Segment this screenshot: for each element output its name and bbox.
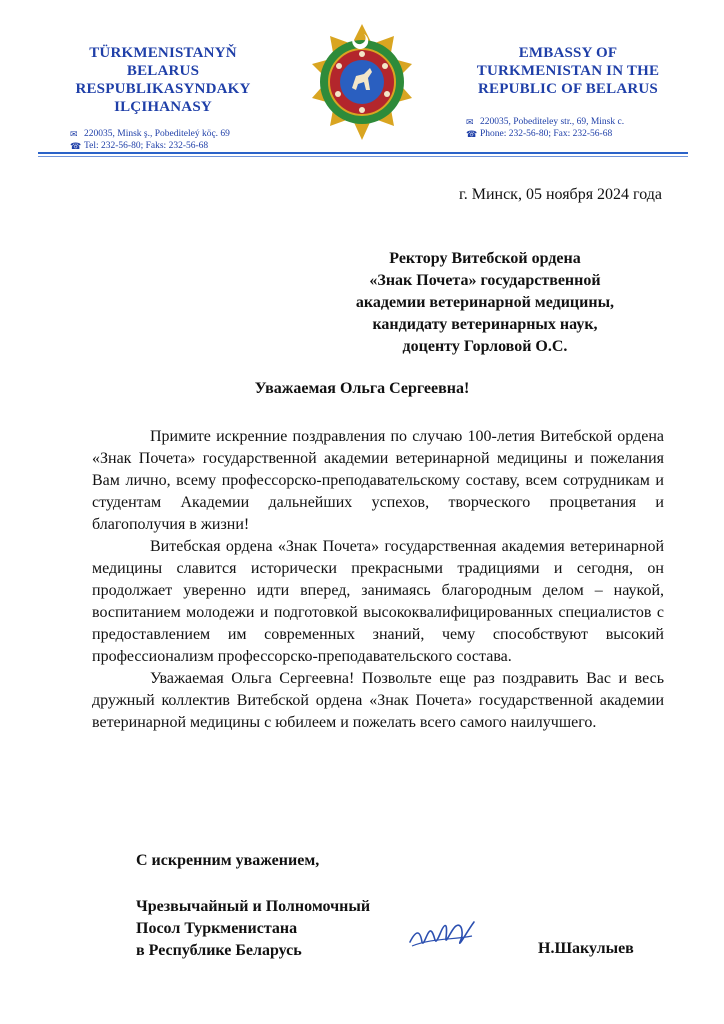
addressee-block: [300, 248, 670, 358]
address-text: 220035, Minsk ş., Pobediteleý köç. 69: [84, 129, 230, 139]
body-paragraph: Витебская ордена «Знак Почета» государственная академия ветеринарной медицины славится исторически прекрасными традициями и сегодня, он продолжает уверенно идти вперед, занимаясь благородным делом – наукой, воспитанием молодежи и подготовкой высококвалифицированных специалистов с предоставлением им современных знаний, чему способствуют высокий профессионализм профессорско-преподавательского состава.: [92, 538, 664, 665]
body-paragraph: Уважаемая Ольга Сергеевна! Позвольте еще раз поздравить Вас и весь дружный коллектив Витебской ордена «Знак Почета» государственной академии ветеринарной медицины с юбилеем и пожелать всего самого наилучшего.: [92, 670, 664, 731]
header-divider: [38, 152, 688, 154]
org-name-turkmen: [38, 44, 288, 116]
phone-line: [466, 128, 698, 140]
body-paragraph: Примите искренние поздравления по случаю 100-летия Витебской ордена «Знак Почета» государственной академии ветеринарной медицины и пожелания Вам лично, всему профессорско-преподавательскому составу, всем сотрудникам и студентам Академии дальнейших успехов, творческого процветания и благополучия в жизни!: [92, 428, 664, 533]
signer-name: Н.Шакулыев: [538, 940, 634, 957]
letter-greeting: Уважаемая Ольга Сергеевна!: [254, 380, 470, 397]
header-left-block: [38, 44, 288, 152]
org-name-line: TURKMENISTAN IN THE: [476, 63, 660, 79]
signer-title-line: Посол Туркменистана: [136, 920, 298, 937]
letter-date: г. Минск, 05 ноября 2024 года: [458, 186, 662, 203]
phone-line: [70, 140, 288, 152]
phone-icon: ☎: [70, 141, 82, 151]
addressee-line: доценту Горловой О.С.: [402, 338, 568, 355]
contacts-turkmen: [38, 128, 288, 152]
envelope-icon: ✉: [70, 129, 78, 139]
org-name-line: EMBASSY OF: [518, 45, 618, 61]
addressee-line: «Знак Почета» государственной: [369, 272, 601, 289]
letter-body: [92, 426, 664, 734]
address-text: 220035, Pobediteley str., 69, Minsk c.: [480, 117, 625, 127]
header-right-block: [438, 44, 698, 140]
letter-closing: С искренним уважением,: [136, 852, 320, 869]
addressee-line: академии ветеринарной медицины,: [355, 294, 615, 311]
addressee-line: кандидату ветеринарных наук,: [372, 316, 598, 333]
phone-icon: ☎: [466, 129, 478, 139]
org-name-english: [438, 44, 698, 98]
address-line: [70, 128, 288, 140]
signer-title-line: Чрезвычайный и Полномочный: [136, 898, 371, 915]
signer-title: [136, 896, 370, 962]
org-name-line: ILÇIHANASY: [114, 99, 212, 115]
handwritten-signature-icon: [402, 908, 482, 958]
org-name-line: REPUBLIC OF BELARUS: [478, 81, 658, 97]
address-line: [466, 116, 698, 128]
org-name-line: BELARUS RESPUBLIKASYNDAKY: [75, 63, 251, 97]
contacts-english: [438, 116, 698, 140]
envelope-icon: ✉: [466, 117, 474, 127]
signer-title-line: в Республике Беларусь: [136, 942, 302, 959]
org-name-line: TÜRKMENISTANYŇ: [89, 45, 237, 61]
turkmenistan-emblem-icon: [302, 22, 422, 142]
addressee-line: Ректору Витебской ордена: [389, 250, 581, 267]
phone-text: Phone: 232-56-80; Fax: 232-56-68: [480, 129, 613, 139]
header-divider-thin: [38, 156, 688, 157]
phone-text: Tel: 232-56-80; Faks: 232-56-68: [84, 141, 209, 151]
